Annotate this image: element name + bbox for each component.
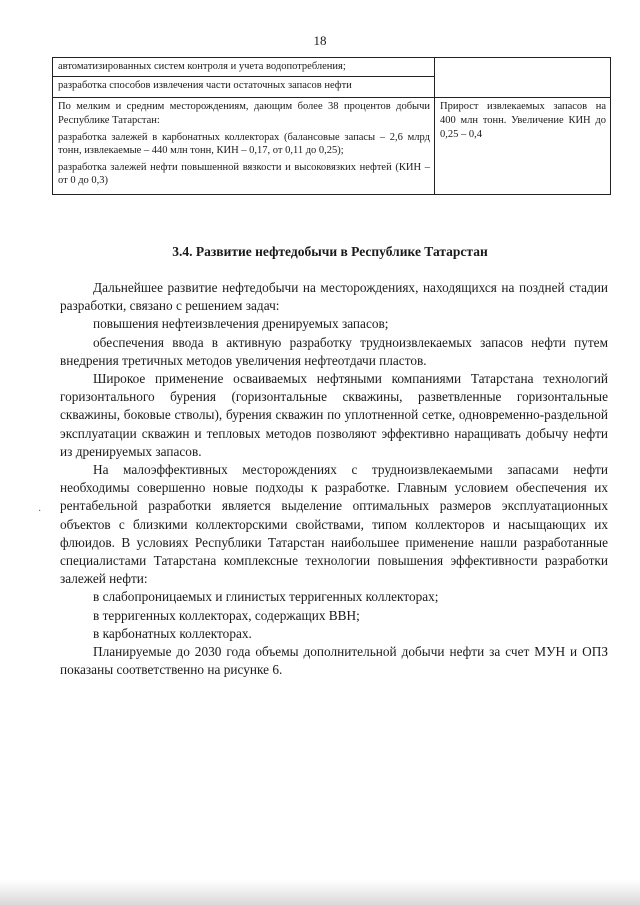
table-cell-results — [435, 58, 611, 98]
table-cell-paragraph: По мелким и средним месторождениям, дающим более 38 процентов добычи Республике Татарстан: — [58, 101, 430, 126]
page-number: 18 — [313, 33, 327, 48]
list-item: в карбонатных коллекторах. — [93, 625, 252, 641]
list-item: в слабопроницаемых и глинистых терригенных коллекторах; — [93, 589, 439, 605]
scan-artifact: · — [38, 506, 42, 517]
table-cell-measures — [53, 98, 435, 195]
table-cell-paragraph: разработка залежей нефти повышенной вязкости и высоковязких нефтей (КИН – от 0 до 0,3) — [58, 161, 430, 187]
table-cell-paragraph: Прирост извлекаемых запасов на 400 млн тонн. Увеличение КИН до 0,25 – 0,4 — [440, 101, 606, 140]
measures-table — [52, 57, 611, 195]
section-heading: 3.4. Развитие нефтедобычи в Республике Татарстан — [172, 244, 488, 259]
body-paragraph: На малоэффективных месторождениях с трудноизвлекаемыми запасами нефти необходимы совершенно новые подходы к разработке. Главным условием обеспечения их рентабельной разработки является выделение оптимальных размеров эксплуатационных объектов с близкими коллекторскими свойствами, типом коллекторов и насыщающих их флюидов. В условиях Республики Татарстан наибольшее применение нашли разработанные специалистами Татарстана комплексные технологии повышения эффективности разработки залежей нефти: — [60, 462, 608, 587]
table-row — [53, 58, 611, 98]
table-row — [53, 98, 611, 195]
list-item: обеспечения ввода в активную разработку трудноизвлекаемых запасов нефти путем внедрения третичных методов увеличения нефтеотдачи пластов. — [60, 334, 608, 368]
table-cell-line: автоматизированных систем контроля и учета водопотребления; — [53, 60, 434, 77]
list-item: в терригенных коллекторах, содержащих ВВН; — [93, 607, 360, 623]
table-cell-measures — [53, 58, 435, 98]
body-paragraph: Широкое применение осваиваемых нефтяными компаниями Татарстана технологий горизонтального бурения (горизонтальные скважины, разветвленные горизонтальные скважины, боковые стволы), бурения скважин по уплотненной сетке, одновременно-раздельной эксплуатации скважин и тепловых методов позволяют эффективно наращивать добычу нефти из дренируемых запасов. — [60, 371, 608, 459]
table-cell-paragraph: разработка залежей в карбонатных коллекторах (балансовые запасы – 2,6 млрд тонн, извлекаемые – 440 млн тонн, КИН – 0,17, от 0,11 до 0,25); — [58, 131, 430, 157]
list-item: повышения нефтеизвлечения дренируемых запасов; — [93, 316, 389, 332]
section-body — [60, 279, 608, 679]
scan-bottom-edge — [0, 880, 640, 905]
table-cell-line: разработка способов извлечения части остаточных запасов нефти — [58, 79, 352, 91]
table-cell-results — [435, 98, 611, 195]
body-paragraph: Планируемые до 2030 года объемы дополнительной добычи нефти за счет МУН и ОПЗ показаны соответственно на рисунке 6. — [60, 644, 608, 678]
body-paragraph: Дальнейшее развитие нефтедобычи на месторождениях, находящихся на поздней стадии разработки, связано с решением задач: — [60, 280, 608, 314]
